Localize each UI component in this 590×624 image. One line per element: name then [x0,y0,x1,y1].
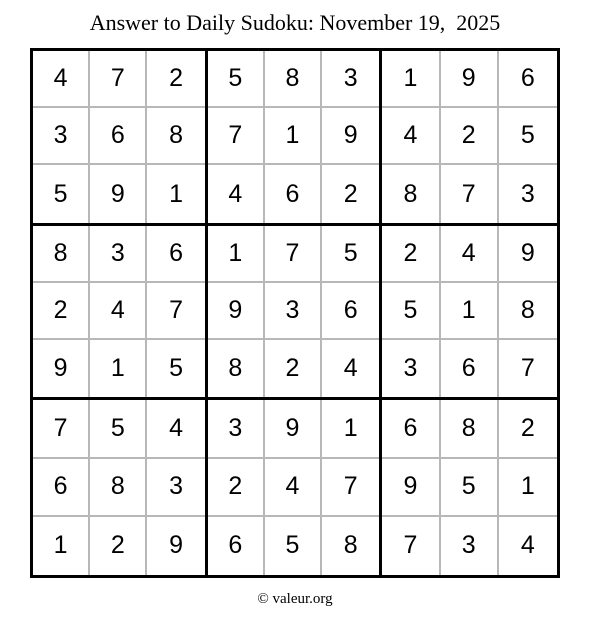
sudoku-cell: 2 [441,108,499,165]
sudoku-cell: 1 [322,400,379,458]
sudoku-cell: 5 [382,283,440,340]
sudoku-box [33,400,208,575]
sudoku-cell: 5 [265,517,322,575]
sudoku-cell: 3 [208,400,265,458]
sudoku-cell: 3 [147,459,204,517]
sudoku-cell: 4 [265,459,322,517]
sudoku-cell: 1 [499,459,557,517]
sudoku-cell: 6 [441,340,499,397]
sudoku-cell: 1 [169,179,183,208]
sudoku-cell: 5 [441,459,499,517]
sudoku-cell: 1 [208,226,265,283]
sudoku-cell: 8 [265,51,322,108]
sudoku-cell: 4 [520,531,535,560]
sudoku-box [33,51,208,226]
sudoku-cell: 6 [33,459,90,517]
sudoku-cell: 1 [90,340,147,397]
sudoku-cell: 2 [499,400,557,458]
sudoku-cell: 4 [208,165,265,222]
sudoku-cell: 4 [90,283,147,340]
sudoku-cell: 4 [382,108,440,165]
sudoku-cell: 2 [382,226,440,283]
sudoku-cell: 1 [33,517,90,575]
sudoku-box [33,226,208,401]
sudoku-cell: 1 [382,51,440,108]
sudoku-cell: 6 [265,165,322,222]
sudoku-cell: 8 [382,165,440,222]
sudoku-cell: 8 [441,400,499,458]
sudoku-cell: 2 [265,340,322,397]
sudoku-cell: 2 [343,179,358,208]
sudoku-cell: 3 [33,108,90,165]
sudoku-cell: 3 [322,51,379,108]
sudoku-cell: 6 [90,108,147,165]
sudoku-cell: 6 [208,517,265,575]
sudoku-box [208,400,383,575]
sudoku-cell: 6 [499,51,557,108]
sudoku-cell: 9 [33,340,90,397]
sudoku-cell: 3 [90,226,147,283]
sudoku-cell: 9 [208,283,265,340]
sudoku-cell: 4 [441,226,499,283]
sudoku-cell: 8 [90,459,147,517]
sudoku-cell: 1 [441,283,499,340]
sudoku-cell: 7 [33,400,90,458]
sudoku-cell: 3 [520,179,535,208]
sudoku-cell: 9 [441,51,499,108]
sudoku-cell: 2 [33,283,90,340]
sudoku-board [30,48,560,578]
sudoku-cell: 9 [265,400,322,458]
sudoku-cell: 9 [499,226,557,283]
sudoku-cell: 4 [33,51,90,108]
sudoku-cell: 5 [33,165,90,222]
copyright-credit: © valeur.org [257,591,333,607]
sudoku-cell: 7 [147,283,204,340]
sudoku-cell: 3 [441,517,499,575]
sudoku-cell: 2 [147,51,204,108]
sudoku-cell: 8 [343,531,358,560]
sudoku-cell: 7 [322,459,379,517]
sudoku-cell: 5 [499,108,557,165]
sudoku-cell: 5 [208,51,265,108]
sudoku-cell: 7 [90,51,147,108]
sudoku-cell: 8 [33,226,90,283]
sudoku-box [208,51,383,226]
sudoku-cell: 7 [265,226,322,283]
sudoku-cell: 9 [382,459,440,517]
sudoku-cell: 8 [208,340,265,397]
sudoku-cell: 9 [90,165,147,222]
sudoku-box [208,226,383,401]
sudoku-cell: 4 [343,354,358,383]
sudoku-cell: 6 [322,283,379,340]
sudoku-cell: 9 [322,108,379,165]
sudoku-cell: 7 [208,108,265,165]
sudoku-cell: 5 [322,226,379,283]
sudoku-cell: 4 [147,400,204,458]
sudoku-cell: 6 [382,400,440,458]
sudoku-cell: 7 [441,165,499,222]
sudoku-cell: 7 [382,517,440,575]
sudoku-cell: 2 [208,459,265,517]
sudoku-box [382,226,557,401]
sudoku-cell: 5 [90,400,147,458]
sudoku-cell: 3 [265,283,322,340]
sudoku-cell: 8 [499,283,557,340]
sudoku-box [382,400,557,575]
sudoku-cell: 9 [169,531,183,560]
sudoku-cell: 2 [90,517,147,575]
sudoku-cell: 1 [265,108,322,165]
sudoku-cell: 5 [169,354,183,383]
sudoku-cell: 3 [382,340,440,397]
sudoku-cell: 7 [520,354,535,383]
page-title: Answer to Daily Sudoku: November 19, 2025 [89,10,501,35]
sudoku-cell: 8 [147,108,204,165]
sudoku-cell: 6 [147,226,204,283]
sudoku-box [382,51,557,226]
